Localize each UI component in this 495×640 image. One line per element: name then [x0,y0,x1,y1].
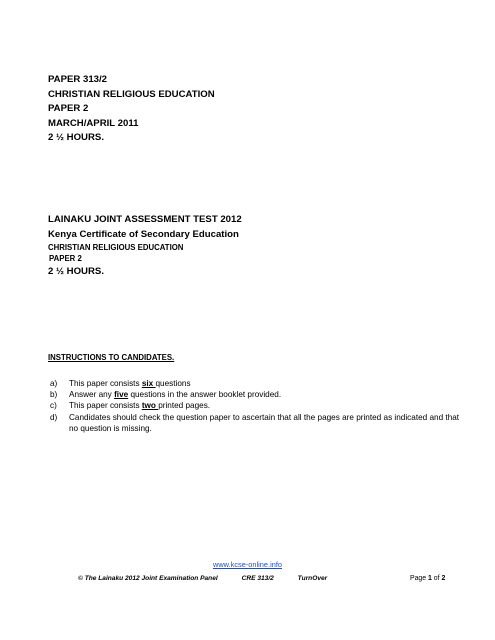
page-indicator [410,575,445,582]
instruction-marker: d) [50,412,58,422]
assessment-subtitle: Kenya Certificate of Secondary Education [48,228,239,240]
header-line-subject: CHRISTIAN RELIGIOUS EDUCATION [48,88,215,100]
instructions-heading: INSTRUCTIONS TO CANDIDATES. [48,353,175,362]
footer-copyright: © The Lainaku 2012 Joint Examination Panel [78,575,218,582]
header-line-paper: PAPER 2 [48,103,89,114]
instruction-marker: b) [50,390,58,400]
instruction-text: This paper consists [69,379,142,388]
assessment-header [48,213,242,280]
header-line-paper-code: PAPER 313/2 [48,74,108,85]
assessment-duration: 2 ½ HOURS. [48,266,104,277]
footer-paper-code: CRE 313/2 [241,575,274,582]
instruction-text-tail: questions in the answer booklet provided. [128,390,282,400]
instruction-item [48,412,468,434]
paper-header [48,73,215,146]
assessment-subject: CHRISTIAN RELIGIOUS EDUCATION [48,243,184,252]
instruction-emphasis: six [141,379,156,388]
header-line-duration: 2 ½ HOURS. [48,132,104,143]
instruction-text: This paper consists [69,401,142,411]
page-current: 1 [428,575,432,582]
footer-info [78,575,327,582]
instruction-item [48,400,468,411]
footer-website-link[interactable]: www.kcse-online.info [212,560,282,569]
page-total: 2 [441,575,446,582]
instruction-emphasis: five [114,390,129,400]
instruction-text-tail: questions [155,379,191,388]
instruction-emphasis: two [141,401,159,411]
page-of: of [431,575,442,582]
instructions-list [48,378,468,434]
assessment-paper: PAPER 2 [49,253,82,263]
instruction-text: Answer any [69,390,115,400]
footer-turnover: TurnOver [297,575,328,582]
instruction-text: Candidates should check the question paper to ascertain that all the pages are printed as indicated and that no question is missing. [69,412,460,433]
instruction-marker: a) [50,379,58,388]
instruction-item [48,378,468,389]
instruction-text-tail: printed pages. [158,401,211,411]
page-label: Page [410,575,429,582]
header-line-date: MARCH/APRIL 2011 [48,117,139,129]
instruction-marker: c) [50,401,57,411]
instruction-item [48,389,468,400]
assessment-title: LAINAKU JOINT ASSESSMENT TEST 2012 [48,214,242,225]
